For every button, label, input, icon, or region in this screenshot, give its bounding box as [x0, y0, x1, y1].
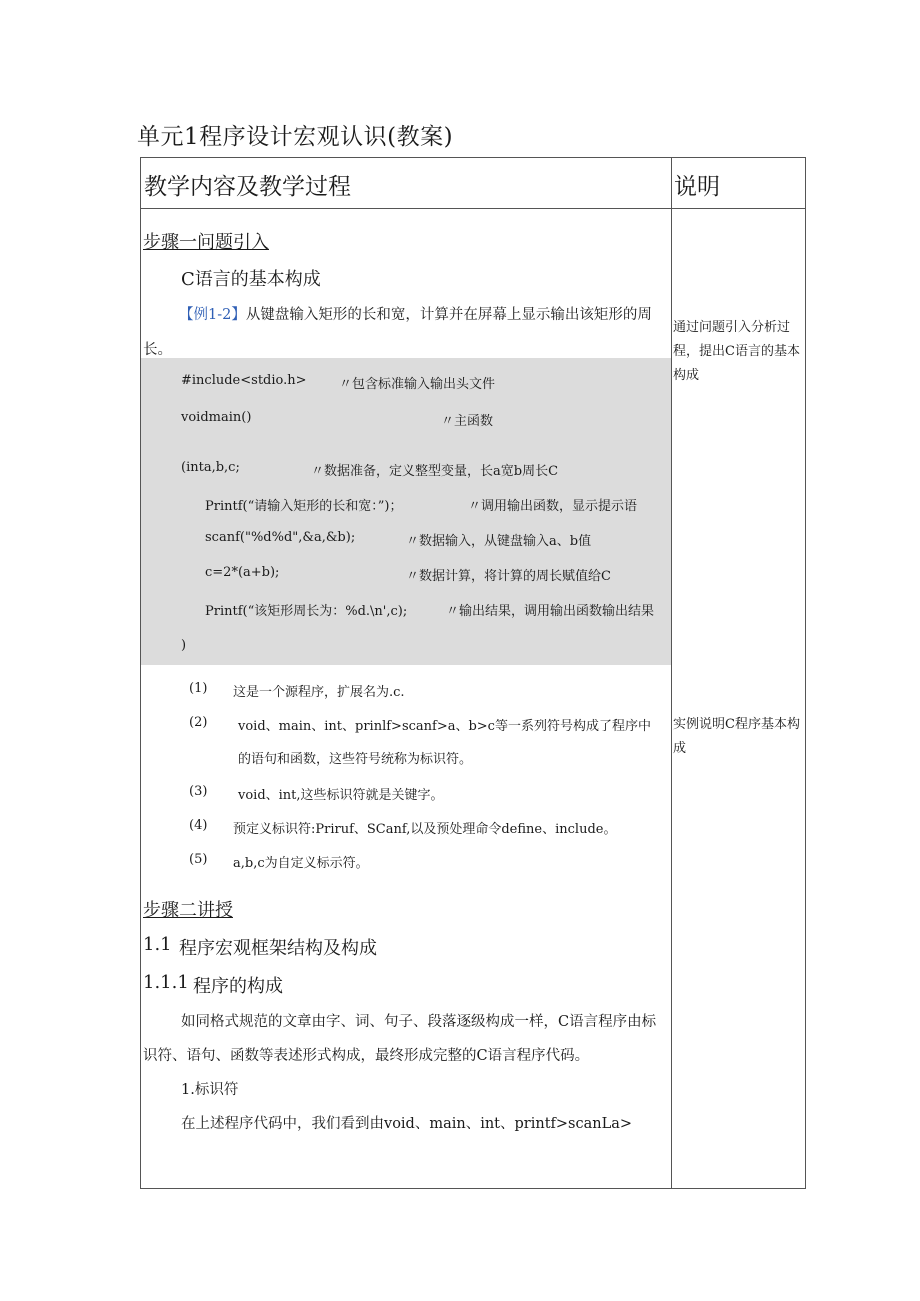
- example-text-line2: 长。: [143, 342, 172, 358]
- column-divider: [671, 158, 672, 1188]
- section-1-1-number: 1.1: [143, 934, 172, 955]
- code-line-6: c=2*(a+b);: [205, 565, 280, 580]
- example-text-line1: 从键盘输入矩形的长和宽，计算并在屏幕上显示输出该矩形的周: [245, 307, 652, 323]
- note-num-4: (4): [189, 818, 208, 833]
- code-line-7: Printf(“该矩形周长为：%d.\n',c);: [205, 604, 408, 619]
- note-text-2b: 的语句和函数，这些符号统称为标识符。: [238, 752, 473, 767]
- code-comment-6: 〃数据计算，将计算的周长赋值给C: [406, 569, 611, 584]
- note-text-4: 预定义标识符:Priruf、SCanf,以及预处理命令define、include。: [233, 822, 617, 837]
- header-divider: [141, 208, 805, 209]
- code-line-4: Printf(“请输入矩形的长和宽：”)；: [205, 499, 403, 514]
- example-line1: [179, 303, 652, 324]
- note-num-5: (5): [189, 852, 208, 867]
- note-text-5: a,b,c为自定义标示符。: [233, 856, 369, 871]
- item-identifier-text: 在上述程序代码中，我们看到由void、main、int、printf>scanLa>: [181, 1116, 633, 1132]
- item-identifier: 1.标识符: [181, 1082, 239, 1098]
- example-tag: 【例1-2】: [179, 307, 246, 323]
- code-line-2: voidmain(): [181, 410, 252, 425]
- code-comment-5: 〃数据输入，从键盘输入a、b值: [406, 534, 592, 549]
- document-title: 单元1程序设计宏观认识(教案): [137, 124, 454, 150]
- code-closing: ): [181, 638, 187, 653]
- step1-heading: 步骤一问题引入: [143, 232, 269, 253]
- note-text-1: 这是一个源程序，扩展名为.c.: [233, 685, 405, 700]
- side-note-1: 通过问题引入分析过程，提出C语言的基本构成: [673, 320, 800, 383]
- header-content-process: 教学内容及教学过程: [144, 174, 351, 200]
- note-num-1: (1): [189, 681, 208, 696]
- code-line-1: #include<stdio.h>: [181, 373, 307, 388]
- code-block: [141, 358, 671, 665]
- section-1-1-title: 程序宏观框架结构及构成: [179, 938, 377, 959]
- section-1-1-1-title: 程序的构成: [193, 976, 283, 997]
- paragraph-line1: 如同格式规范的文章由字、词、句子、段落逐级构成一样，C语言程序由标: [181, 1014, 657, 1030]
- note-num-3: (3): [189, 784, 208, 799]
- code-line-3: (inta,b,c;: [181, 460, 240, 475]
- lesson-table: [140, 157, 806, 1189]
- paragraph-line2: 识符、语句、函数等表述形式构成，最终形成完整的C语言程序代码。: [143, 1048, 590, 1064]
- code-comment-1: 〃包含标准输入输出头文件: [339, 377, 496, 392]
- code-comment-7: 〃输出结果，调用输出函数输出结果: [446, 604, 655, 619]
- step1-subheading: C语言的基本构成: [181, 269, 321, 290]
- side-note-2: 实例说明C程序基本构成: [673, 717, 800, 756]
- code-comment-4: 〃调用输出函数，显示提示语: [468, 499, 638, 514]
- code-line-5: scanf("%d%d",&a,&b);: [205, 530, 356, 545]
- code-comment-2: 〃主函数: [441, 414, 494, 429]
- header-notes: 说明: [674, 174, 720, 200]
- step2-heading: 步骤二讲授: [143, 900, 233, 921]
- code-comment-3: 〃数据准备，定义整型变量，长a宽b周长C: [311, 464, 559, 479]
- section-1-1-1-number: 1.1.1: [143, 972, 189, 993]
- note-text-3: void、int,这些标识符就是关键字。: [238, 788, 444, 803]
- note-text-2: void、main、int、prinlf>scanf>a、b>c等一系列符号构成了程序中: [238, 719, 651, 734]
- note-num-2: (2): [189, 715, 208, 730]
